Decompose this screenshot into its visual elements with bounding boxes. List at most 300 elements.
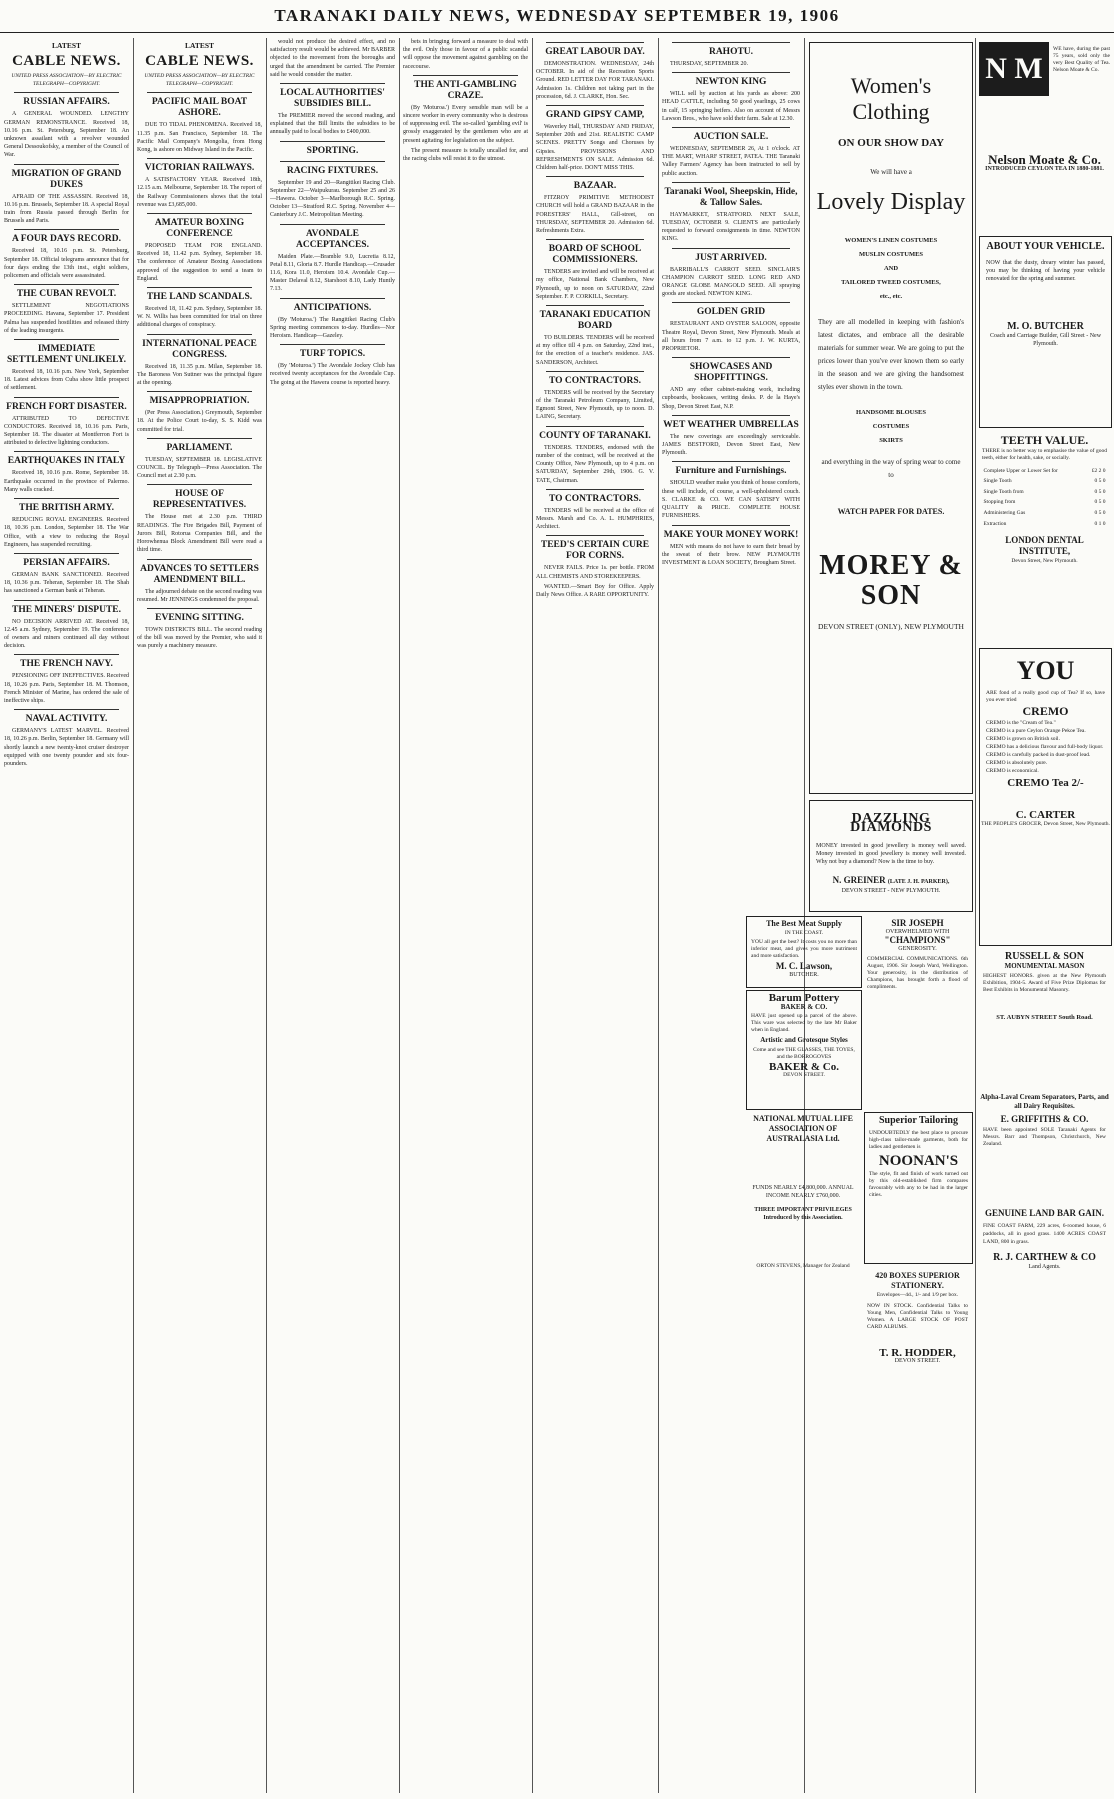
column-sporting <box>270 38 395 1793</box>
list-item: CREMO is economical. <box>986 767 1039 774</box>
article-heading: THE MINERS' DISPUTE. <box>11 604 121 615</box>
ad-body: FINE COAST FARM, 229 acres, 6-roomed house, 6 paddocks, all in good grass. 1400 ACRES COAST LAND, 800 in grass. <box>983 1223 1106 1245</box>
ad-body: HAVE just opened up a parcel of the above. This ware was selected by the late Mr Baker when in England. <box>751 1013 857 1034</box>
article-heading: ADVANCES TO SETTLERS AMENDMENT BILL. <box>140 563 259 585</box>
article-body: DUE TO TIDAL PHENOMENA. Received 18, 11.35 p.m. San Francisco, September 18. The Pacific Mail Company's Mongolia, from Hong Kong, is ashore on Midway Island in the Pacific. <box>137 122 262 154</box>
ad-title: Barum Pottery <box>768 992 840 1004</box>
article-heading: EVENING SITTING. <box>155 612 244 623</box>
ad-line: ON OUR SHOW DAY <box>837 137 945 149</box>
ad-funds: FUNDS NEARLY £4,800,000. ANNUAL INCOME NEARLY £760,000. <box>752 1185 854 1199</box>
table-cell: 0 1 0 <box>1094 520 1106 527</box>
ad-meat-supply <box>746 916 862 988</box>
article <box>536 489 654 532</box>
article <box>662 127 800 178</box>
ad-russell-son <box>979 950 1110 1085</box>
divider <box>147 608 252 609</box>
section-title: CABLE NEWS. <box>12 53 121 69</box>
article-body: TUESDAY, SEPTEMBER 18. LEGISLATIVE COUNCIL. By Telegraph—Press Association. The Council met at 2.30 p.m. <box>137 456 262 480</box>
ad-body: HIGHEST HONORS. given at the New Plymouth Exhibition, 1904-5. Award of Five Prize Diplomas for Best Exhibits in Monumental Masonry. <box>983 973 1106 994</box>
article-body: Maiden Plate.—Bramble 9.0, Lucretia 8.12, Petal 8.11, Gloria 8.7. Hurdle Handicap.—Crusader 11.6, Kora 11.0, Heroism 10.4. Avondale Cup.—Master Delaval 8.12, Starshoot 8.10, Lady Huntly 7.13. <box>270 253 395 293</box>
article <box>662 72 800 123</box>
ad-address: DEVON STREET. <box>783 1072 825 1079</box>
list-item: CREMO has a delicious flavour and full-body liquor. <box>986 743 1104 750</box>
article <box>4 92 129 159</box>
table-row <box>983 476 1107 487</box>
ad-firm: R. J. CARTHEW & CO <box>993 1252 1096 1263</box>
divider <box>14 709 119 710</box>
article <box>4 284 129 335</box>
column-rule <box>133 38 134 1793</box>
divider <box>546 535 644 536</box>
article-heading: NAVAL ACTIVITY. <box>25 714 108 725</box>
credit-line: UNITED PRESS ASSOCIATION—BY ELECTRIC TELEGRAPH—COPYRIGHT. <box>11 73 122 88</box>
article-heading: MISAPPROPRIATION. <box>149 396 250 407</box>
ad-address: DEVON STREET - NEW PLYMOUTH. <box>841 887 941 894</box>
list-item: CREMO is grown on British soil. <box>986 735 1060 742</box>
article <box>403 147 528 163</box>
ad-body: THERE is no better way to emphasise the value of good teeth, either for health, sake, or socially. <box>982 447 1107 461</box>
divider <box>14 284 119 285</box>
article-heading: SHOWCASES AND SHOPFITTINGS. <box>689 362 773 384</box>
article <box>4 451 129 494</box>
article <box>4 164 129 226</box>
ad-title: YOU <box>1016 656 1075 685</box>
table-cell: Administering Gas <box>983 509 1026 516</box>
ad-generosity: GENEROSITY. <box>898 945 937 952</box>
ad-firm: M. C. Lawson, <box>775 961 833 972</box>
divider <box>546 176 644 177</box>
article-body: The adjourned debate on the second reading was resumed. Mr JENNINGS condemned the proposal. <box>137 588 262 603</box>
ad-body: MONEY invested in good jewellery is money well saved. Money invested in good jewellery is money well invested. Why not buy a diamond? Now is the time to buy. <box>816 843 966 866</box>
ad-sub: INTRODUCED CEYLON TEA IN 1880-1881. <box>985 165 1104 172</box>
article-heading: TURF TOPICS. <box>299 349 366 360</box>
divider <box>280 83 385 84</box>
article-heading: COUNTY OF TARANAKI. <box>539 430 651 441</box>
article-heading: FRENCH FORT DISASTER. <box>6 401 127 412</box>
list-item: HANDSOME BLOUSES <box>856 409 926 417</box>
ad-sir-joseph <box>864 916 971 1108</box>
article-heading: JUST ARRIVED. <box>695 252 767 263</box>
article-heading: GREAT LABOUR DAY. <box>545 47 645 57</box>
article-body: (By 'Moturoa.') The Avondale Jockey Club has received twenty acceptances for the Avondale Cup. The going at the Hawera course is reported heavy. <box>270 363 395 386</box>
ad-title: 420 BOXES SUPERIOR STATIONERY. <box>875 1271 960 1290</box>
article-heading: TO CONTRACTORS. <box>548 375 642 386</box>
article-body: The PREMIER moved the second reading, and explained that the Bill limits the subsidies to be annually paid to local bodies to £400,000. <box>270 113 395 136</box>
article-heading: TO CONTRACTORS. <box>548 493 642 504</box>
article-heading: RAHOTU. <box>708 47 754 57</box>
article-heading: Taranaki Wool, Sheepskin, Hide, & Tallow Sales. <box>664 186 798 208</box>
ad-griffiths <box>979 1090 1110 1200</box>
ad-privileges: THREE IMPORTANT PRIVILEGES Introduced by this Association. <box>754 1207 852 1221</box>
article-heading: INTERNATIONAL PEACE CONGRESS. <box>142 338 257 360</box>
article-body: WILL sell by auction at his yards as above: 200 HEAD CATTLE, including 50 good yearlings, 25 cows in calf, 15 springing heifers. Also on account of Messrs Lawson Bros., who have sold their farm. Sale at 12.30. <box>662 91 800 122</box>
article-body: Received 18, 10.16 p.m. St. Petersburg, September 18. Official telegrams announce that for four days ending the 13th inst., eight soldiers, policemen and officials were assassinated. <box>4 248 129 280</box>
ad-watch: WATCH PAPER FOR DATES. <box>837 507 945 517</box>
nmc-logo: N M & C <box>979 42 1049 96</box>
ad-display: Lovely Display <box>816 189 966 216</box>
article-heading: GRAND GIPSY CAMP, <box>545 110 645 121</box>
table-cell: Extraction <box>983 520 1007 527</box>
article-heading: SPORTING. <box>306 145 359 156</box>
divider <box>672 415 790 416</box>
article <box>137 92 262 154</box>
article-body: TOWN DISTRICTS BILL. The second reading of the bill was moved by the Premier, who said it was purely a machinery measure. <box>137 626 262 650</box>
article-heading: NEWTON KING <box>695 77 767 88</box>
list-item: CREMO is carefully packed in dust-proof lead. <box>986 751 1091 758</box>
list-item: TAILORED TWEED COSTUMES, <box>841 279 941 287</box>
article-body: The present measure is totally uncalled for, and the racing clubs will resist it to the utmost. <box>403 147 528 163</box>
article <box>536 305 654 367</box>
divider <box>672 42 790 43</box>
table-cell: 0 5 0 <box>1094 509 1106 516</box>
table-row <box>983 487 1107 498</box>
ad-sub: Land Agents. <box>1028 1263 1061 1270</box>
article-heading: IMMEDIATE SETTLEMENT UNLIKELY. <box>7 344 126 366</box>
article-body: would not produce the desired effect, and no satisfactory result would be achieved. Mr BARBER objected to the movement from the boroughs and urged that the amendment be carried. The Premier said he would consider the matter. <box>270 39 395 78</box>
ad-national-mutual <box>746 1112 860 1272</box>
article <box>4 339 129 393</box>
masthead: TARANAKI DAILY NEWS, WEDNESDAY SEPTEMBER 19, 1906 <box>0 0 1114 33</box>
ad-title: Women's Clothing <box>850 73 932 124</box>
article <box>137 287 262 330</box>
article-body: TO BUILDERS. TENDERS will be received at my office till 4 p.m. on Saturday, 22nd inst., for the erection of a teacher's residence. JAS. SANDERSON, Architect. <box>536 335 654 366</box>
ad-title: TEETH VALUE. <box>1000 433 1089 447</box>
article-body: AND any other cabinet-making work, including cupboards, bookcases, writing desks. P. de la Haye's Shop, Devon Street East, N.P. <box>662 387 800 410</box>
article-body: REDUCING ROYAL ENGINEERS. Received 18, 10.36 p.m. London, September 18. The War Office, with a view to reducing the Royal Engineers, has suspended recruiting. <box>4 517 129 548</box>
article <box>662 248 800 299</box>
article-body: SETTLEMENT NEGOTIATIONS PROCEEDING. Havana, September 17. President Palma has suspended hostilities and released thirty of the leading insurgents. <box>4 303 129 334</box>
article-body: GERMANY'S LATEST MARVEL. Received 18, 10.26 p.m. Berlin, September 18. Germany will shortly launch a new twenty-knot cruiser destroyer equipped with one twenty pounder and six four-pounders. <box>4 728 129 767</box>
article <box>536 239 654 301</box>
divider <box>14 397 119 398</box>
divider <box>147 158 252 159</box>
column-cable-news-2 <box>137 38 262 1793</box>
article <box>137 213 262 283</box>
ad-body: They are all modelled in keeping with fashion's latest dictates, and embrace all the desirable materials for summer wear. We are going to put the prices lower than you've ever known them so early in the season and we are giving the handsomest styles ever shown in the town. <box>818 318 964 392</box>
ad-title: GENUINE LAND BAR GAIN. <box>984 1208 1104 1218</box>
ad-land-bargain <box>979 1205 1110 1795</box>
divider <box>672 461 790 462</box>
article-body: PENSIONING OFF INEFFECTIVES. Received 18, 10.26 p.m. Paris, September 18. M. Thomson, French Minister of Marine, has ordered the sale of ineffective ships. <box>4 673 129 704</box>
ad-sub: THE PEOPLE'S GROCER, Devon Street, New Plymouth. <box>981 820 1110 827</box>
article-heading: GOLDEN GRID <box>696 307 766 318</box>
divider <box>546 42 644 43</box>
article-body: SHOULD weather make you think of house comforts, these will include, of course, a well-upholstered couch. S. CLARKE & CO. WE CAN SATISFY WITH QUALITY & PRICE. COMPLETE HOUSE FURNISHERS. <box>662 480 800 520</box>
table-cell: 0 5 0 <box>1094 488 1106 495</box>
ad-firm: BAKER & CO. <box>780 1002 828 1011</box>
article-heading: PERSIAN AFFAIRS. <box>23 557 110 568</box>
article-heading: TEED'S CERTAIN CURE FOR CORNS. <box>540 540 650 562</box>
divider <box>14 553 119 554</box>
article <box>536 42 654 101</box>
ad-sub: OVERWHELMED WITH <box>885 928 950 935</box>
article-body: WANTED.—Smart Boy for Office. Apply Daily News Office. A RARE OPPORTUNITY. <box>536 583 654 598</box>
article-heading: BAZAAR. <box>573 181 617 192</box>
article-heading: RUSSIAN AFFAIRS. <box>23 97 110 108</box>
article-heading: TARANAKI EDUCATION BOARD <box>539 310 651 332</box>
article-body: (Per Press Association.) Greymouth, September 18. At the Police Court to-day, S. S. Kidd was committed for trial. <box>137 410 262 433</box>
article <box>536 371 654 422</box>
column-rule <box>658 38 659 1793</box>
ad-body: HAVE been appointed SOLE Taranaki Agents for Messrs. Barr and Thompson, Christchurch, New Zealand. <box>983 1126 1106 1147</box>
article <box>270 141 395 157</box>
divider <box>546 426 644 427</box>
divider <box>14 92 119 93</box>
table-row <box>983 508 1107 519</box>
ad-body: NOW IN STOCK. Confidential Talks to Young Men, Confidential Talks to Young Women. A LARGE STOCK OF POST CARD ALBUMS. <box>867 1302 968 1330</box>
divider <box>147 92 252 93</box>
ad-title: SIR JOSEPH <box>891 918 944 928</box>
divider <box>14 600 119 601</box>
divider <box>14 451 119 452</box>
article <box>270 344 395 387</box>
ad-firm: NOONAN'S <box>878 1152 959 1169</box>
ad-title: DAZZLING DIAMONDS <box>850 811 932 835</box>
article-body: NO DECISION ARRIVED AT. Received 18, 12.45 a.m. Sydney, September 19. The conference of owners and miners continued all day without decision. <box>4 618 129 650</box>
divider <box>280 224 385 225</box>
ad-title: ABOUT YOUR VEHICLE. <box>986 241 1105 252</box>
article-body: RESTAURANT AND OYSTER SALOON, opposite Theatre Royal, Devon Street, New Plymouth. Meals at all hours from 7 a.m. to 12 p.m. J. W. KURTA, PROPRIETOR. <box>662 321 800 353</box>
article-heading: A FOUR DAYS RECORD. <box>12 234 121 245</box>
divider <box>546 489 644 490</box>
divider <box>672 182 790 183</box>
list-item: MUSLIN COSTUMES <box>858 251 924 259</box>
article-body: Received 18, 11.35 p.m. Milan, September 18. The Baroness Von Suttner was the principal figure at the opening. <box>137 363 262 387</box>
divider <box>413 75 518 76</box>
ad-tail: The style, fit and finish of work turned out by this old-established firm compares favourably with any to be had in the larger cities. <box>869 1171 968 1199</box>
table-cell: Single Tooth <box>983 478 1012 485</box>
article-heading: PACIFIC MAIL BOAT ASHORE. <box>151 97 248 119</box>
list-item: CREMO is absolutely pure. <box>986 759 1048 766</box>
ad-title: Alpha-Laval Cream Separators, Parts, and all Dairy Requisites. <box>980 1093 1109 1110</box>
ad-firm: C. CARTER <box>1015 809 1076 822</box>
divider <box>147 213 252 214</box>
table-cell: £2 2 0 <box>1091 467 1106 474</box>
ad-tail: Come and see THE GLASSES, THE TOYES, and the BORROGOVES <box>753 1046 855 1060</box>
article-body: FITZROY PRIMITIVE METHODIST CHURCH will hold a GRAND BAZAAR in the FORESTERS' HALL, Gill-street, on THURSDAY, SEPTEMBER 20. Admission 6d. Refreshments Extra. <box>536 195 654 235</box>
article <box>137 438 262 481</box>
ad-superior-tailoring <box>864 1112 973 1264</box>
table-cell: Complete Upper or Lower Set for <box>983 467 1058 474</box>
article-heading: THE ANTI-GAMBLING CRAZE. <box>414 79 517 101</box>
article <box>4 654 129 705</box>
ad-body: UNDOUBTEDLY the best place to procure high-class tailor-made garments, both for ladies and gentlemen is <box>869 1129 968 1150</box>
article <box>4 600 129 651</box>
divider <box>672 357 790 358</box>
article-body: TENDERS are invited and will be received at my office, National Bank Chambers, New Plymouth, up to noon on SATURDAY, 22nd September. F. P. CORKILL, Secretary. <box>536 269 654 300</box>
ad-body: and everything in the way of spring wear to come to <box>821 458 961 480</box>
article <box>4 397 129 448</box>
article-heading: Furniture and Furnishings. <box>675 466 787 477</box>
ad-sub: Coach and Carriage Builder, Gill Street - New Plymouth. <box>989 332 1102 347</box>
ad-address: Devon Street, New Plymouth. <box>1011 558 1078 565</box>
article <box>137 559 262 604</box>
article-body: (By 'Moturoa.') Every sensible man will be a sincere worker in every community who is desirous of suppressing evil. The so-called 'gambling evil' is grossly exaggerated by the gentlemen who are at present agitating for legislation on the subject. <box>403 104 528 144</box>
article-heading: VICTORIAN RAILWAYS. <box>144 163 255 174</box>
list-item: CREMO is a pure Ceylon Orange Pekoe Tea. <box>986 727 1086 734</box>
ad-price: CREMO Tea 2/- <box>1007 776 1084 789</box>
divider <box>14 229 119 230</box>
column-rule <box>399 38 400 1793</box>
kicker: LATEST <box>184 41 215 50</box>
article-body: MEN with means do not have to earn their bread by the sweat of their brow. NEW PLYMOUTH INVESTMENT & LOAN SOCIETY, Brougham Street. <box>662 543 800 566</box>
article-heading: THE BRITISH ARMY. <box>19 503 114 514</box>
ad-title: The Best Meat Supply <box>766 919 842 928</box>
article <box>536 535 654 580</box>
ad-dazzling-diamonds <box>809 800 973 912</box>
article-heading: HOUSE OF REPRESENTATIVES. <box>152 489 247 511</box>
ad-address: ST. AUBYN STREET South Road. <box>996 1014 1093 1022</box>
article <box>4 553 129 596</box>
table-cell: Single Tooth from <box>983 488 1024 495</box>
column-rule <box>975 38 976 1793</box>
divider <box>546 371 644 372</box>
divider <box>14 339 119 340</box>
article <box>662 42 800 68</box>
divider <box>147 559 252 560</box>
table-cell: Stopping from <box>983 499 1016 506</box>
ad-firm-note: (LATE J. H. PARKER), <box>887 879 950 886</box>
article-body: Received 18, 11.42 p.m. Sydney, September 18. W. N. Willis has been committed for trial on three additional charges of conspiracy. <box>137 306 262 329</box>
article <box>662 525 800 568</box>
table-row <box>983 466 1107 477</box>
article-body: Waverley Hall, THURSDAY AND FRIDAY, September 20th and 21st. REALISTIC CAMP SCENES. PRETTY Songs and Choruses by Gipsies. PROVISIONS AND REFRESHMENTS ON SALE. Admission 6d. Children half-price. DON'T MISS THIS. <box>536 124 654 172</box>
article <box>662 302 800 353</box>
article-body: (By 'Moturoa.') The Rangitikei Racing Club's Spring meeting commences to-day. Hurdles—Nor Heroism. Handicap—Gazeley. <box>270 316 395 340</box>
list-item: CREMO is the "Cream of Tea." <box>986 719 1056 726</box>
section-title: CABLE NEWS. <box>145 53 254 69</box>
article-heading: AMATEUR BOXING CONFERENCE <box>154 218 245 240</box>
article-body: TENDERS will be received at the office of Messrs. Marsh and Co. A. L. HUMPHRIES, Architect. <box>536 507 654 531</box>
article <box>270 224 395 294</box>
ad-title: NATIONAL MUTUAL LIFE ASSOCIATION OF AUSTRALASIA Ltd. <box>753 1114 853 1143</box>
article-heading: AUCTION SALE. <box>693 132 769 143</box>
article <box>662 182 800 244</box>
ad-styles: Artistic and Grotesque Styles <box>760 1036 848 1045</box>
table-cell: 0 5 0 <box>1094 478 1106 485</box>
article <box>403 75 528 145</box>
ad-body: ARE fond of a really good cup of Tea? If so, have you ever tried <box>986 690 1105 703</box>
ad-sub: Envelopes—4d., 1/- and 1/9 per box. <box>876 1292 959 1298</box>
article-body: A SATISFACTORY YEAR. Received 18th, 12.15 a.m. Melbourne, September 18. The report of the Railway Commissioners shows that the total revenue was £3,685,000. <box>137 177 262 208</box>
ad-about-your-vehicle <box>979 236 1112 428</box>
article-body: BARRIBALL'S CARROT SEED. SINCLAIR'S CHAMPION CARROT SEED. LONG RED AND ORANGE GLOBE MANGOLD SEED. All spraying goods are stocked. NEWTON KING. <box>662 266 800 298</box>
ad-agent: ORTON STEVENS, Manager for Zealand <box>756 1263 850 1269</box>
divider <box>147 391 252 392</box>
divider <box>147 287 252 288</box>
ad-name: "CHAMPIONS" <box>884 935 951 946</box>
ad-title: RUSSELL & SON <box>1005 951 1084 962</box>
article <box>4 498 129 549</box>
table-row <box>983 519 1107 530</box>
article <box>536 426 654 485</box>
divider <box>672 127 790 128</box>
article <box>270 38 395 79</box>
article-heading: LOCAL AUTHORITIES' SUBSIDIES BILL. <box>280 88 385 110</box>
divider <box>280 141 385 142</box>
article <box>270 298 395 341</box>
ad-sub: MONUMENTAL MASON <box>1004 961 1085 970</box>
article-body: TENDERS will be received by the Secretary of the Taranaki Petroleum Company, Limited, Egmont Street, New Plymouth, up to noon. D. LAING, Secretary. <box>536 389 654 421</box>
ad-product: CREMO <box>1022 704 1069 718</box>
article <box>137 391 262 434</box>
article-body: NEVER FAILS. Price 1s. per bottle. FROM ALL CHEMISTS AND STOREKEEPERS. <box>536 565 654 580</box>
ad-firm: MOREY & SON <box>819 549 963 611</box>
price-table <box>983 466 1107 530</box>
ad-cremo-tea <box>979 648 1112 946</box>
divider <box>546 239 644 240</box>
article-body: GERMAN BANK SANCTIONED. Received 18, 10.36 p.m. Teheran, September 18. The Shah has sanctioned a German bank at Teheran. <box>4 571 129 595</box>
article-body: Received 18, 10.16 p.m. New York, September 18. Latest advices from Cuba show little prospect of settlement. <box>4 369 129 392</box>
article-body: bets in bringing forward a measure to deal with the evil. Only those in favour of a public scandal will oppose the movement against gambling on the racecourse. <box>403 39 528 70</box>
ad-barum-pottery <box>746 990 862 1110</box>
article-body: ATTRIBUTED TO DEFECTIVE CONDUCTORS. Received 18, 10.16 p.m. Paris, September 18. The disaster at Montferron Fort is attributed to defective lightning conductors. <box>4 415 129 447</box>
column-rule <box>266 38 267 1793</box>
ad-body: NOW that the dusty, dreary winter has passed, you may be thinking of having your vehicle renovated for the spring and summer. <box>986 260 1105 282</box>
list-item: WOMEN'S LINEN COSTUMES <box>844 237 938 245</box>
divider <box>672 525 790 526</box>
ad-womens-clothing <box>809 42 973 794</box>
ad-body: COMMERCIAL COMMUNICATIONS. 6th August, 1906. Sir Joseph Ward, Wellington. Your generosity, in the distribution of Champions, has brought forth a flood of compliments. <box>867 956 968 991</box>
article-body: PROPOSED TEAM FOR ENGLAND. Received 18, 11.42 p.m. Sydney, September 18. The conference of Amateur Boxing Associations approved of the suggestion to send a team to England. <box>137 243 262 282</box>
article-heading: MAKE YOUR MONEY WORK! <box>663 529 799 540</box>
ad-firm-sub: BUTCHER. <box>789 971 819 978</box>
ad-firm: Nelson Moate & Co. <box>988 152 1101 167</box>
ad-firm: E. GRIFFITHS & CO. <box>1000 1114 1089 1124</box>
article <box>270 83 395 137</box>
ad-line: We will have a <box>870 167 912 176</box>
article <box>137 608 262 651</box>
ad-body: YOU all get the best? It costs you no more than inferior meat, and gives you more nutriment and more satisfaction. <box>751 939 857 960</box>
ad-body: WE have, during the past 75 years, sold only the very Best Quality of Tea. Nelson Moate & Co. <box>1053 46 1110 73</box>
article-body: The new coverings are exceedingly serviceable. JAMES BESTFORD, Devon Street East, New Plymouth. <box>662 433 800 457</box>
list-item: SKIRTS <box>879 437 903 445</box>
divider <box>672 302 790 303</box>
article <box>270 161 395 220</box>
list-item: etc., etc. <box>879 293 903 301</box>
article <box>137 158 262 209</box>
divider <box>672 248 790 249</box>
article <box>536 105 654 172</box>
article-body: AFRAID OF THE ASSASSIN. Received 18, 10.16 p.m. Brussels, September 18. A special Royal train from Russia passed through Berlin for Brussels and Paris. <box>4 193 129 225</box>
ad-title: Superior Tailoring <box>878 1115 958 1126</box>
column-notices <box>536 38 654 1793</box>
article <box>4 709 129 768</box>
article <box>662 461 800 520</box>
divider <box>147 438 252 439</box>
article-body: DEMONSTRATION. WEDNESDAY, 24th OCTOBER. In aid of the Recreation Sports Ground. RED LETTER DAY FOR TARANAKI. Admission 1s. Children not taking part in the procession, 6d. J. CLARKE, Hon. Sec. <box>536 61 654 100</box>
column-editorial <box>403 38 528 1793</box>
table-row <box>983 497 1107 508</box>
divider <box>280 344 385 345</box>
ad-address: DEVON STREET. <box>894 1358 941 1365</box>
article-body: THURSDAY, SEPTEMBER 20. <box>670 61 749 67</box>
article <box>536 176 654 235</box>
divider <box>147 334 252 335</box>
divider <box>672 72 790 73</box>
article-heading: BOARD OF SCHOOL COMMISSIONERS. <box>548 244 642 266</box>
article <box>137 484 262 554</box>
article <box>662 357 800 411</box>
article-heading: THE CUBAN REVOLT. <box>16 289 117 300</box>
article-body: Received 18, 10.16 p.m. Rome, September 18. Earthquake occurred in the province of Palermo. Many walls cracked. <box>4 470 129 493</box>
ad-teeth-value <box>979 432 1110 642</box>
article-heading: PARLIAMENT. <box>166 442 233 453</box>
divider <box>14 164 119 165</box>
article-body: September 19 and 20—Rangitikei Racing Club. September 22—Waipukurau. September 25 and 26—Hawera. October 3—Marlborough R.C. Spring. October 13—Stratford R.C. Spring. November 4—Canterbury J.C. Metropolitan Meeting. <box>270 179 395 219</box>
list-item: AND <box>883 265 899 273</box>
article <box>536 583 654 599</box>
